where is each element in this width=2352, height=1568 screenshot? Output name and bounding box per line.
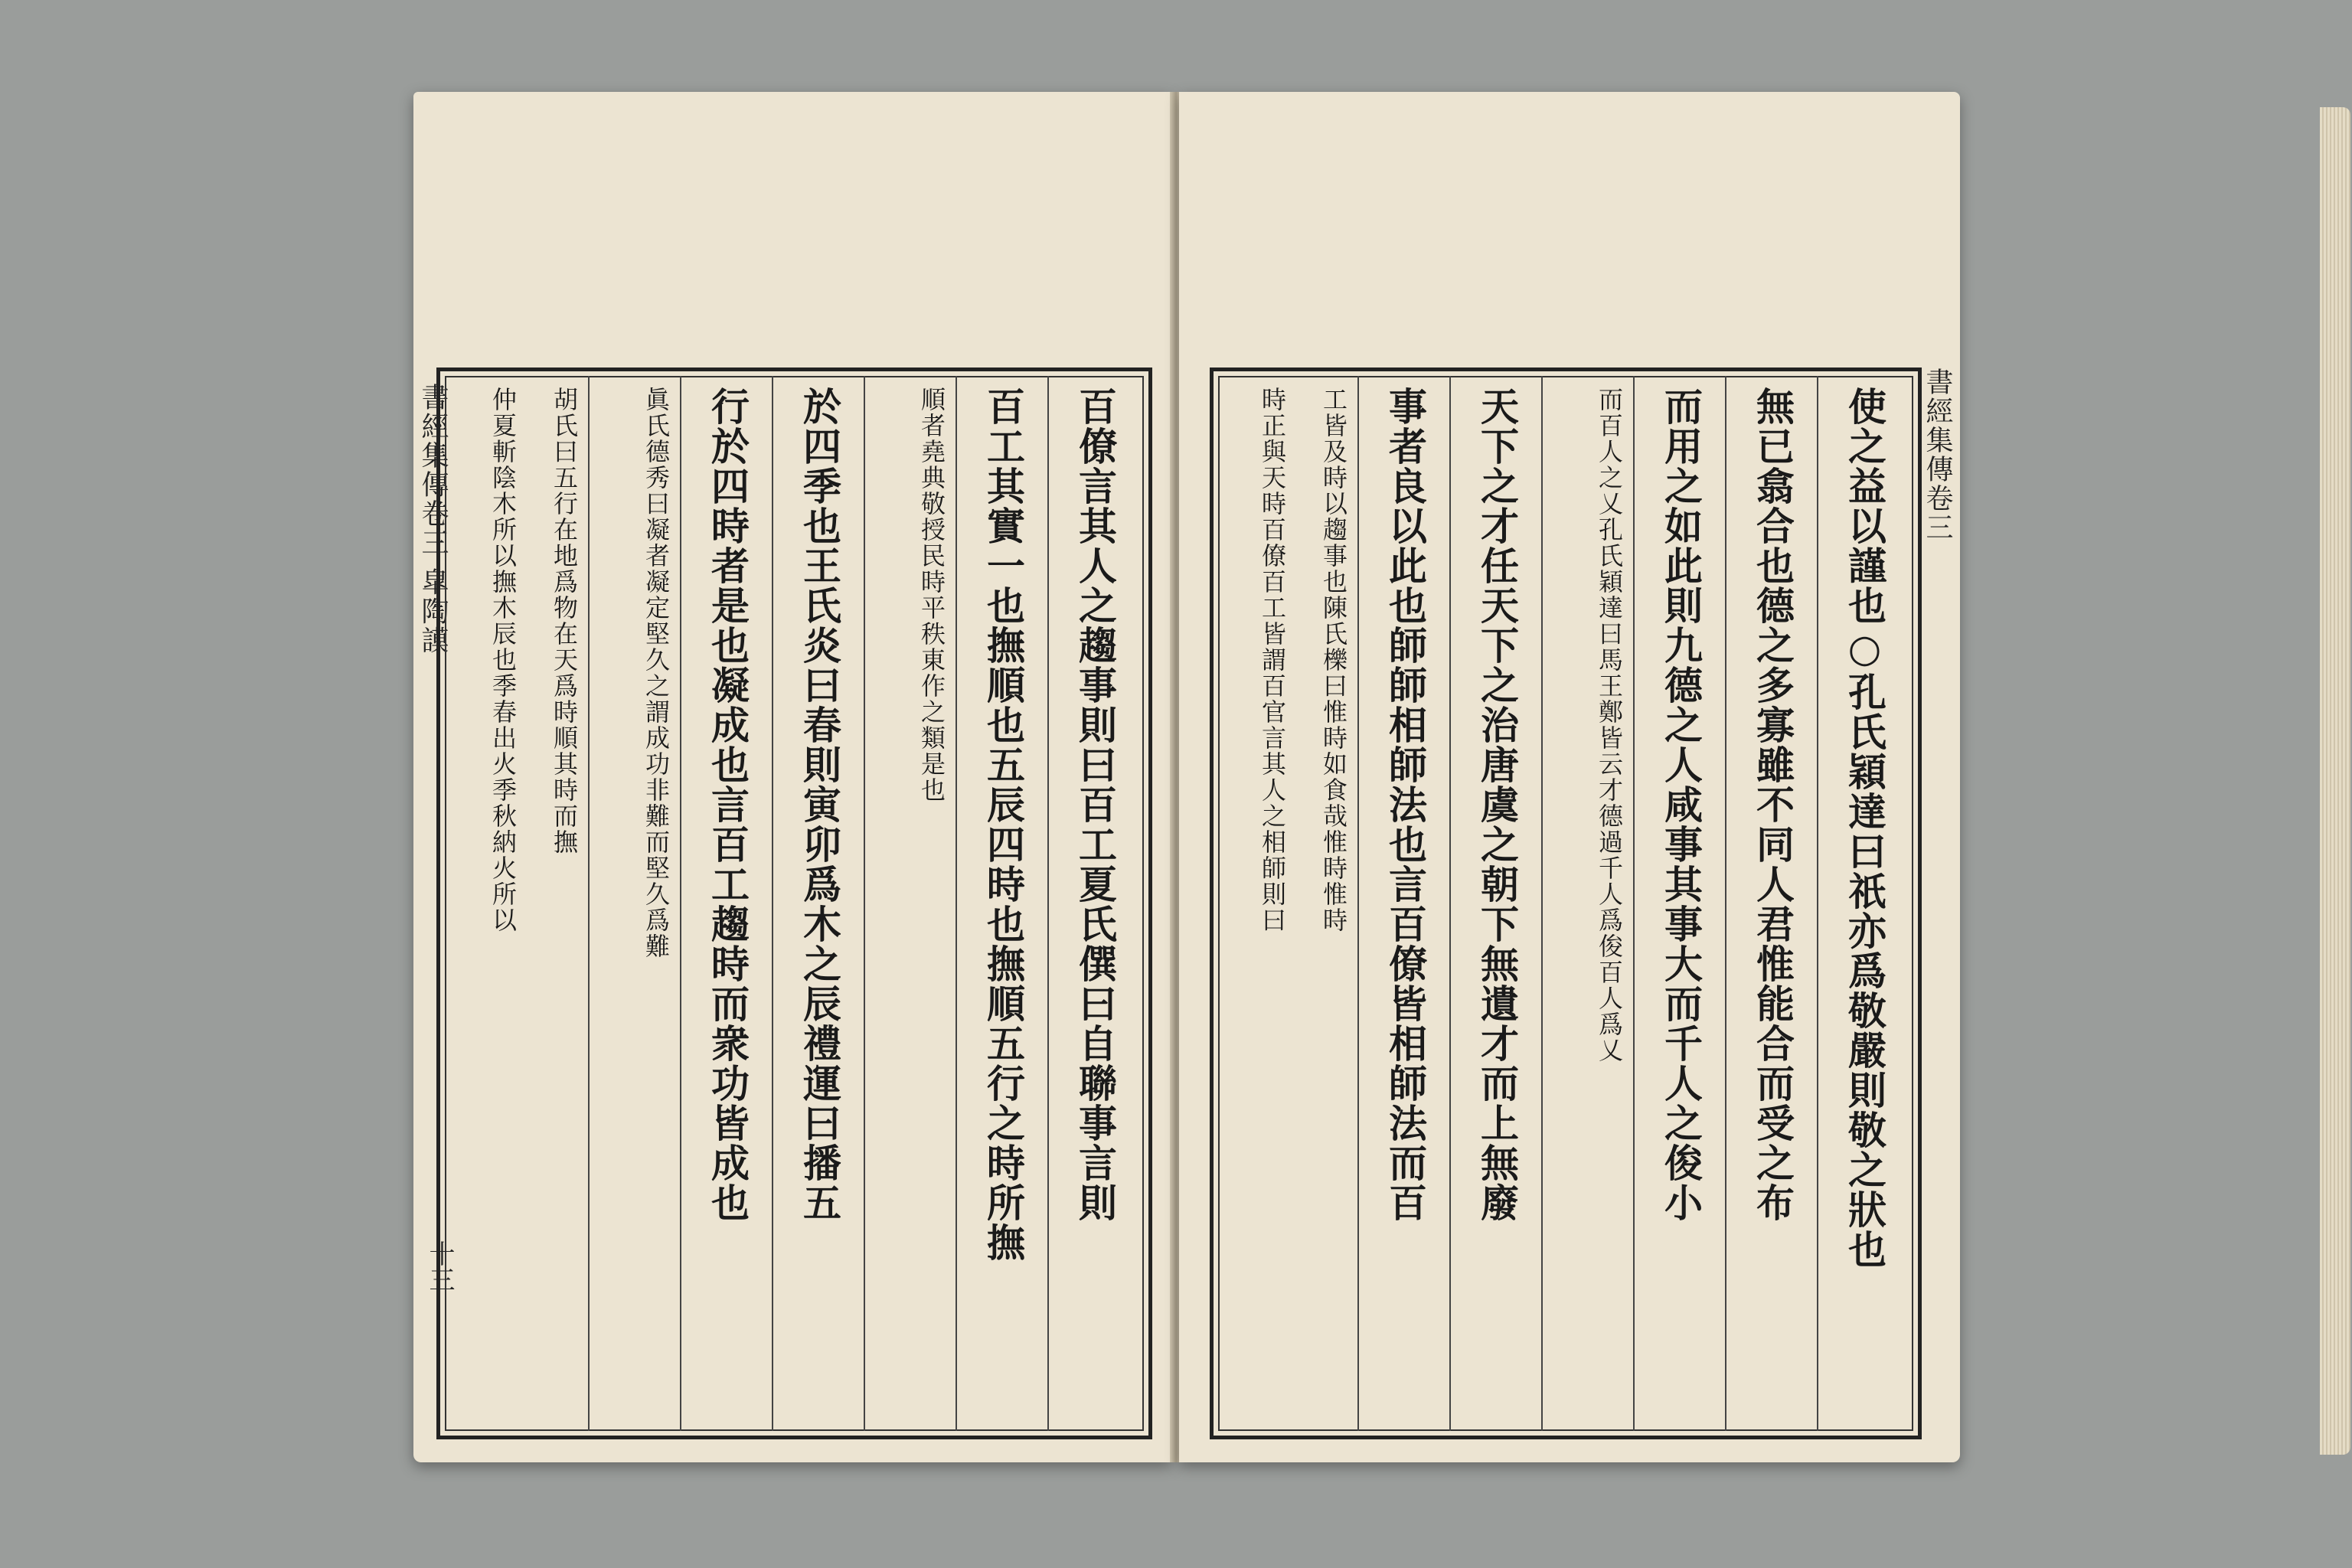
left-text-frame: [436, 368, 1152, 1439]
right-column: 時正與天時百僚百工皆謂百官言其人之相師則曰: [1258, 387, 1287, 933]
open-book: [413, 92, 1960, 1470]
left-column: 行於四時者是也凝成也言百工趨時而衆功皆成也: [705, 387, 750, 1223]
right-column: 無已翕合也德之多寡雖不同人君惟能合而受之布: [1750, 387, 1795, 1223]
left-column: 順者堯典敬授民時平秩東作之類是也: [917, 387, 946, 803]
left-page-number: 十三: [424, 1240, 455, 1292]
left-margin-title: 書經集傳卷三 皐陶謨: [417, 383, 449, 655]
left-page: [413, 92, 1171, 1462]
page-edges: [2320, 107, 2350, 1455]
left-column: 百工其實一也撫順也五辰四時也撫順五行之時所撫: [981, 387, 1026, 1263]
right-column: 而百人之乂孔氏穎達曰馬王鄭皆云才德過千人爲俊百人爲乂: [1595, 387, 1624, 1063]
right-text-frame: [1210, 368, 1922, 1439]
left-column: 於四季也王氏炎曰春則寅卯爲木之辰禮運曰播五: [797, 387, 842, 1223]
right-page: [1179, 92, 1960, 1462]
right-column: 使之益以謹也○孔氏穎達曰祇亦爲敬嚴則敬之狀也: [1842, 387, 1887, 1269]
right-column: 天下之才任天下之治唐虞之朝下無遺才而上無廢: [1475, 387, 1520, 1223]
right-margin-title: 書經集傳卷三: [1922, 368, 1953, 542]
right-column: 事者良以此也師師相師法也言百僚皆相師法而百: [1383, 387, 1428, 1223]
right-column: 而用之如此則九德之人咸事其事大而千人之俊小: [1658, 387, 1704, 1223]
left-column: 眞氏德秀曰凝者凝定堅久之謂成功非難而堅久爲難: [642, 387, 671, 959]
right-column: 工皆及時以趨事也陳氏櫟曰惟時如食哉惟時惟時: [1319, 387, 1348, 933]
left-column: 胡氏曰五行在地爲物在天爲時順其時而撫: [550, 387, 579, 855]
left-column: 百僚言其人之趨事則曰百工夏氏僎曰自聯事言則: [1073, 387, 1118, 1223]
left-column: 仲夏斬陰木所以撫木辰也季春出火季秋納火所以: [488, 387, 518, 933]
